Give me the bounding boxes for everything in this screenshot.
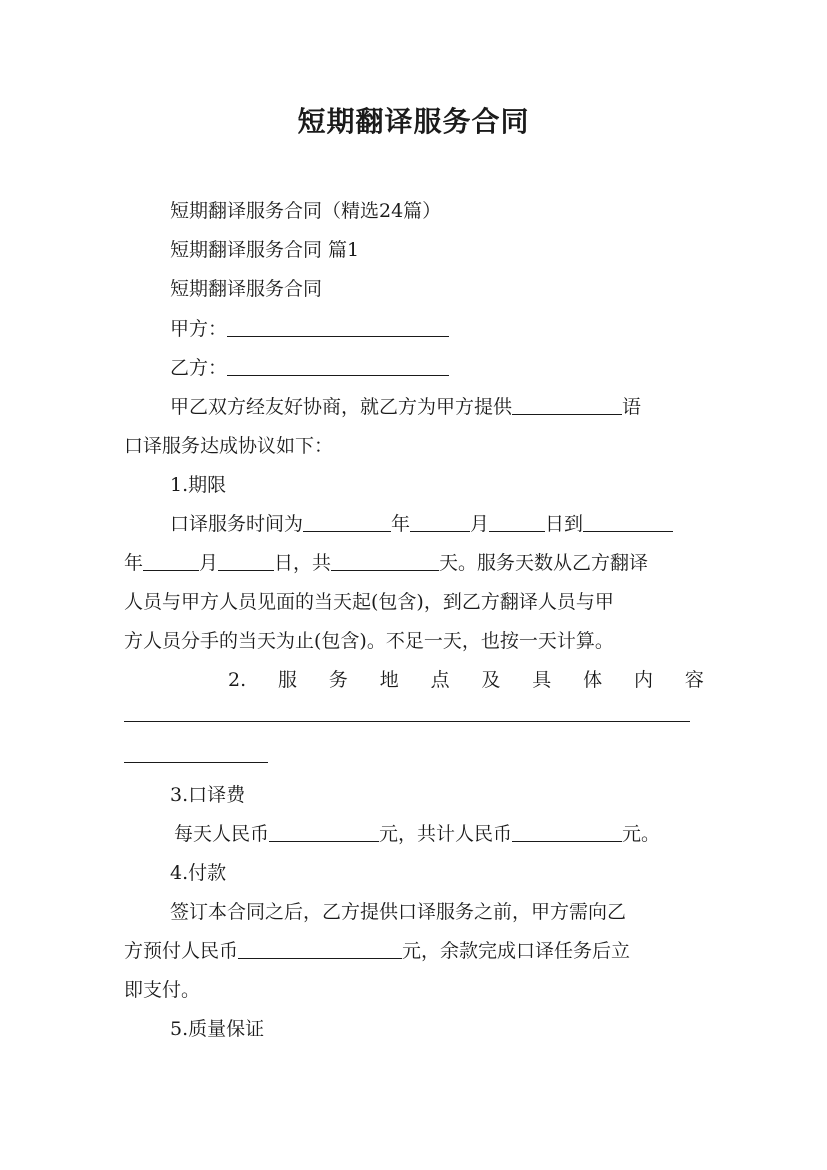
s3-text-b: 元，共计人民币: [379, 823, 513, 845]
s1-text-d: 日到: [545, 513, 584, 535]
section-4-line-2: [124, 938, 630, 964]
s4-text-b: 元，余款完成口译任务后立: [402, 940, 631, 962]
party-b-blank: [227, 357, 449, 376]
intro-text-end: 语: [622, 396, 642, 418]
intro-text: 甲乙双方经友好协商，就乙方为甲方提供: [170, 396, 513, 418]
section-3-heading: 3.口译费: [170, 784, 246, 806]
section-1-line-2: [124, 550, 648, 576]
party-b-label: 乙方：: [170, 357, 228, 379]
section-3-line-1: [174, 821, 660, 847]
s2-char: 务: [328, 669, 348, 691]
party-a-line: [170, 316, 449, 342]
s1-text-a: 口译服务时间为: [170, 513, 304, 535]
end-day-blank: [218, 552, 274, 571]
total-fee-blank: [512, 823, 622, 842]
s3-text-a: 每天人民币: [174, 823, 270, 845]
s1-l2-text-d: 天。服务天数从乙方翻译: [439, 552, 649, 574]
start-year-blank: [303, 513, 391, 532]
s1-l2-text-a: 年: [124, 552, 144, 574]
daily-fee-blank: [269, 823, 379, 842]
s2-char: 点: [430, 669, 450, 691]
section-2-heading: [124, 667, 704, 693]
start-day-blank: [489, 513, 545, 532]
total-days-blank: [331, 552, 439, 571]
start-month-blank: [410, 513, 470, 532]
party-b-line: [170, 355, 449, 381]
intro-line-1: [170, 394, 641, 420]
section-1-line-4: 方人员分手的当天为止(包含)。不足一天，也按一天计算。: [124, 630, 614, 652]
s2-char: 及: [481, 669, 501, 691]
document-title: 短期翻译服务合同: [297, 105, 530, 138]
section-2-blank-line-1: [124, 721, 690, 722]
prepayment-blank: [238, 940, 402, 959]
s2-char: 内: [634, 669, 654, 691]
s1-text-b: 年: [391, 513, 411, 535]
section-2-blank-line-2: [124, 762, 268, 763]
section-1-line-3: 人员与甲方人员见面的当天起(包含)，到乙方翻译人员与甲: [124, 591, 614, 613]
s2-char: 地: [379, 669, 399, 691]
section-4-line-1: 签订本合同之后，乙方提供口译服务之前，甲方需向乙: [170, 901, 627, 923]
s3-text-c: 元。: [622, 823, 661, 845]
article-heading: 短期翻译服务合同 篇1: [170, 239, 360, 261]
s1-l2-text-c: 日，共: [274, 552, 332, 574]
s2-char: 具: [532, 669, 552, 691]
collection-subtitle: 短期翻译服务合同（精选24篇）: [170, 200, 442, 222]
party-a-blank: [227, 318, 449, 337]
language-blank: [512, 396, 622, 415]
s2-char: 容: [684, 669, 704, 691]
s4-text-a: 方预付人民币: [124, 940, 239, 962]
section-1-heading: 1.期限: [170, 474, 227, 496]
s2-char: 体: [583, 669, 603, 691]
section-4-line-3: 即支付。: [124, 979, 201, 1001]
intro-line-2: 口译服务达成协议如下：: [124, 435, 334, 457]
section-5-heading: 5.质量保证: [170, 1018, 265, 1040]
s2-char: 2.: [228, 669, 247, 691]
s2-char: 服: [277, 669, 297, 691]
s1-l2-text-b: 月: [199, 552, 219, 574]
section-1-line-1: [170, 511, 673, 537]
s1-text-c: 月: [470, 513, 490, 535]
party-a-label: 甲方：: [170, 318, 228, 340]
end-month-blank: [143, 552, 199, 571]
section-4-heading: 4.付款: [170, 862, 227, 884]
end-year-blank: [583, 513, 673, 532]
contract-name: 短期翻译服务合同: [170, 278, 323, 300]
